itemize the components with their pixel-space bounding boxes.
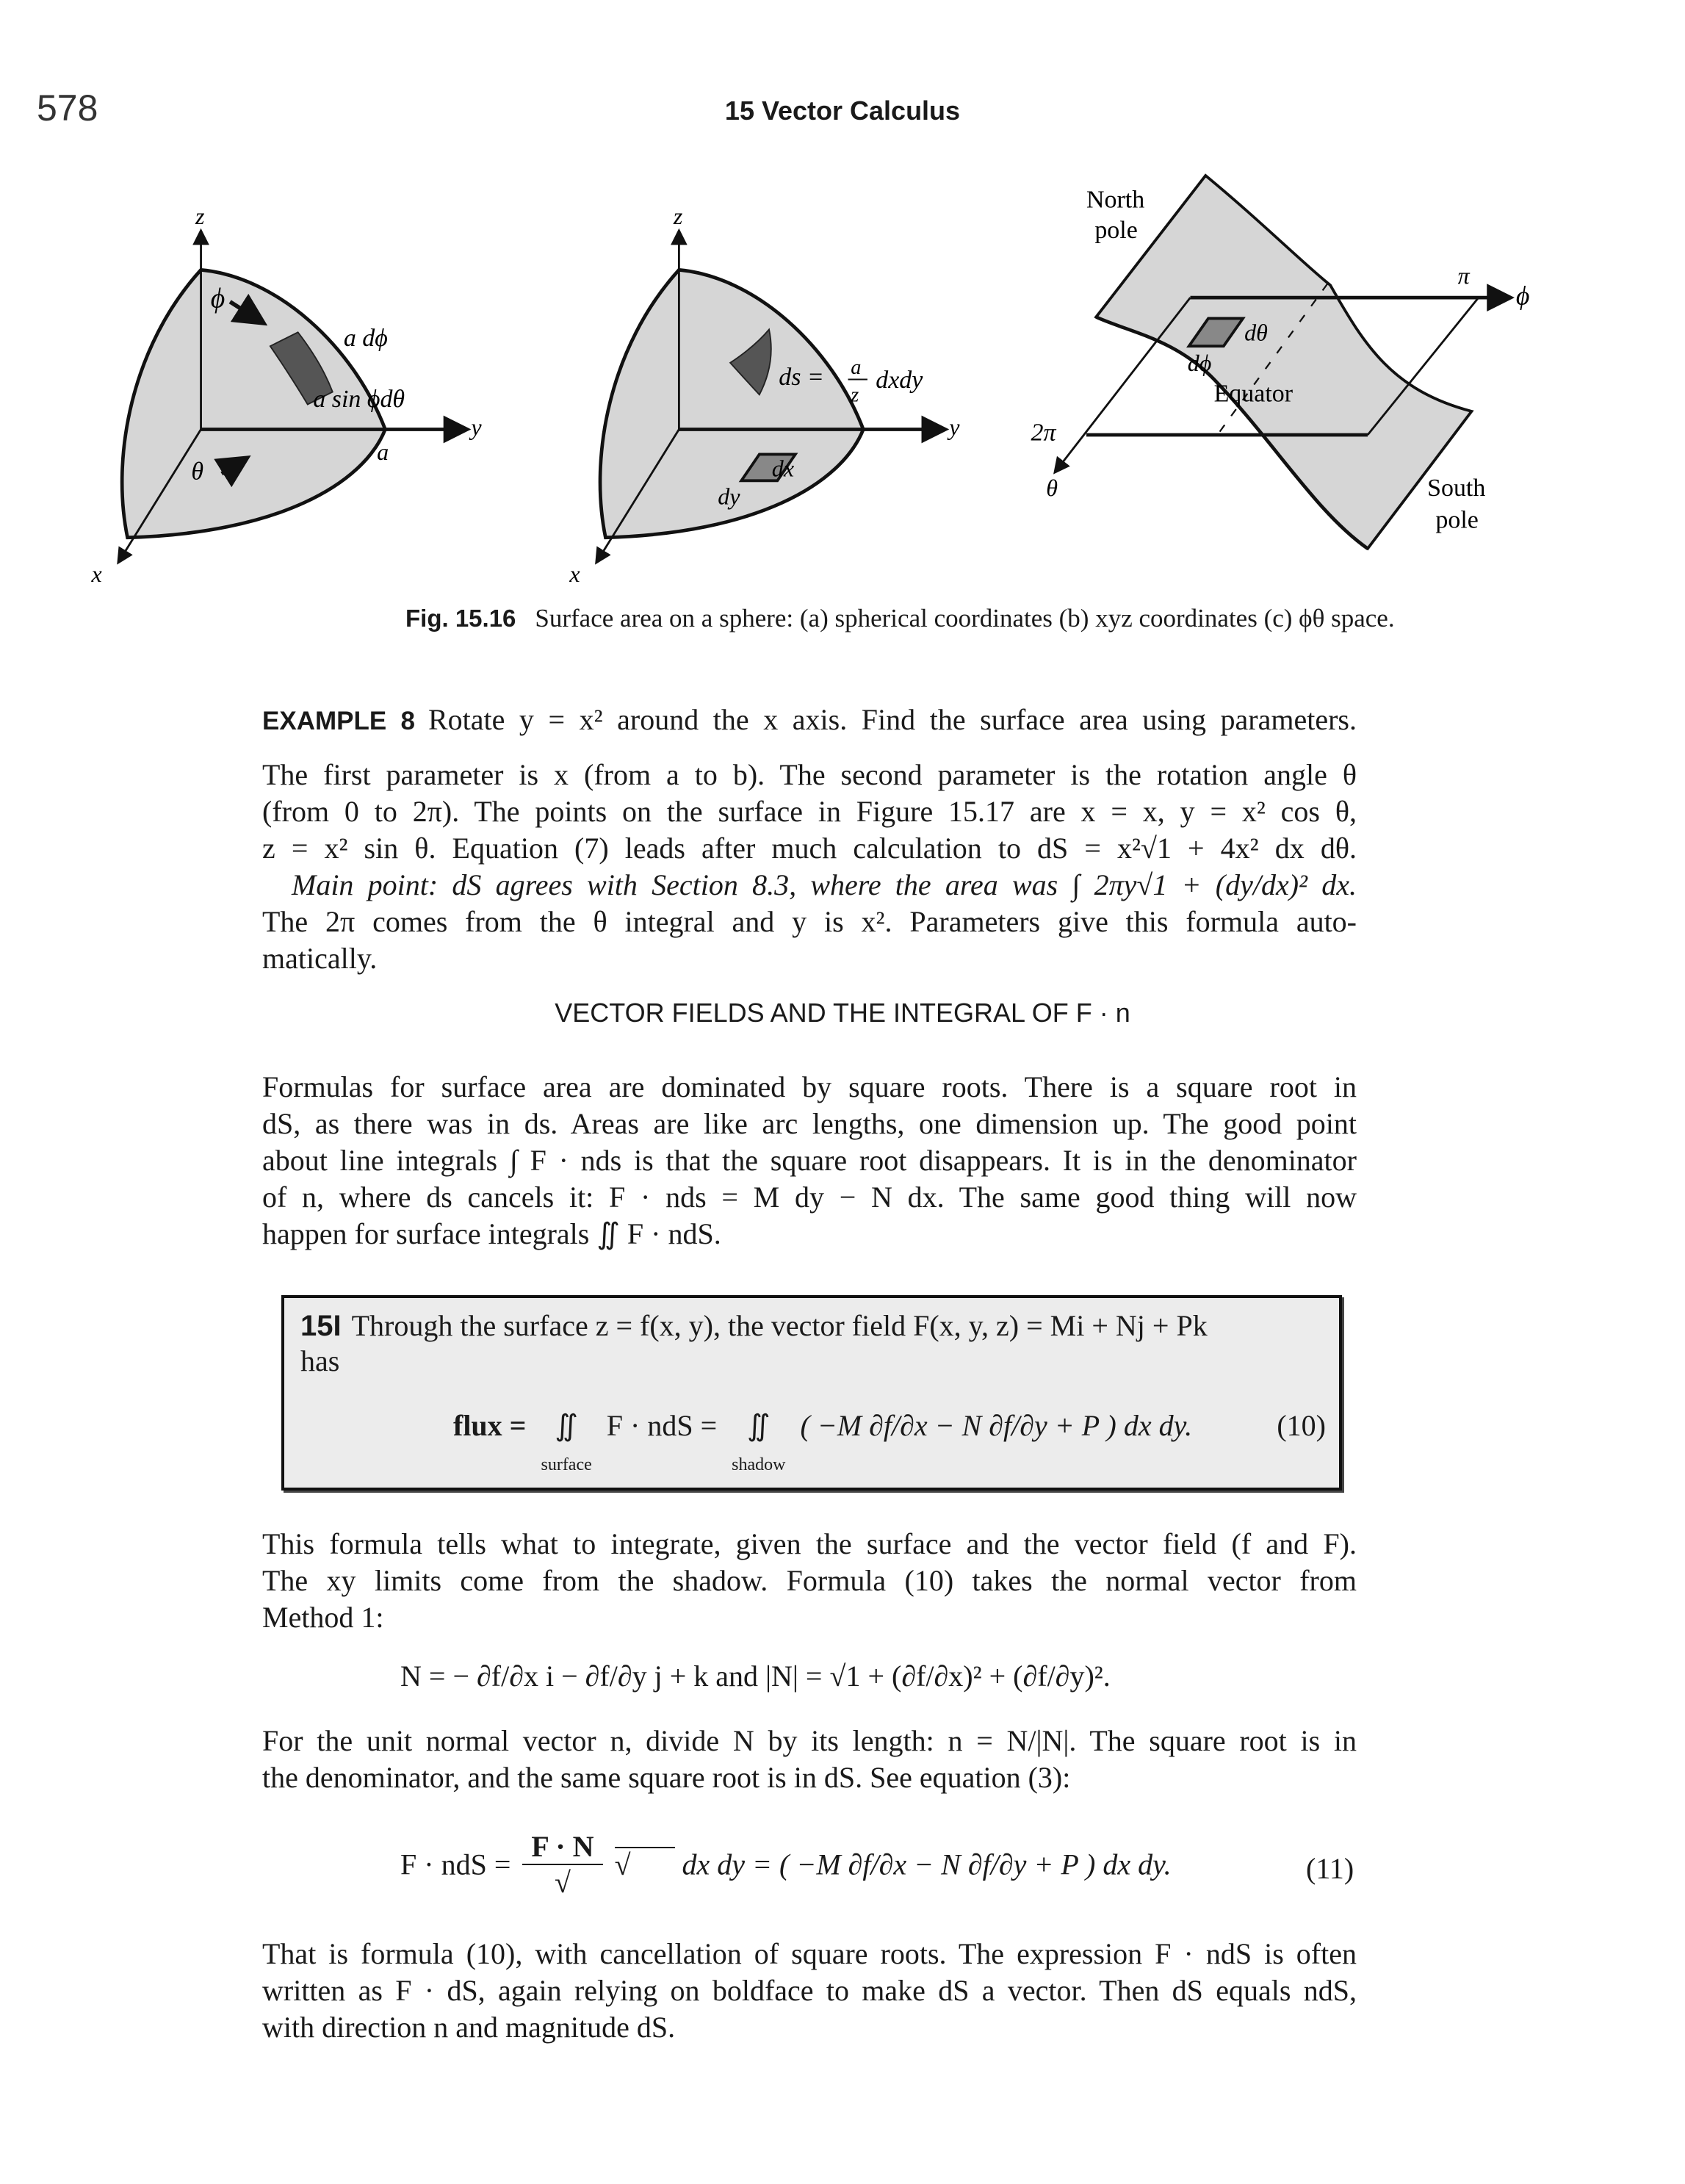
axis-label-y: y <box>471 414 482 441</box>
svg-text:a: a <box>851 356 862 379</box>
svg-text:π: π <box>1457 262 1470 289</box>
paragraph-line: written as F · dS, again relying on boldface to make dS a vector. Then dS equals ndS, <box>262 1974 1357 2007</box>
paragraph-line: The 2π comes from the θ integral and y is x². Parameters give this formula auto- <box>262 905 1357 938</box>
running-head: 15 Vector Calculus <box>724 95 961 126</box>
double-integral: ∬ <box>555 1409 578 1442</box>
paragraph-line: This formula tells what to integrate, given the surface and the vector field (f and F). <box>262 1527 1357 1560</box>
theta-label: θ <box>191 458 204 486</box>
eq11-numerator: F · N <box>522 1829 602 1865</box>
paragraph-line: matically. <box>262 942 378 975</box>
svg-text:dy: dy <box>718 483 740 510</box>
integral-subscript: surface <box>541 1455 592 1474</box>
paragraph-line: dS, as there was in ds. Areas are like arc lengths, one dimension up. The good point <box>262 1107 1357 1140</box>
svg-text:ϕ: ϕ <box>1515 281 1530 311</box>
svg-text:dϕ: dϕ <box>1187 350 1212 377</box>
example-statement: Rotate y = x² around the x axis. Find the surface area using parameters. <box>427 703 1357 736</box>
paragraph-line: Main point: dS agrees with Section 8.3, where the area was ∫ 2πy√1 + (dy/dx)² dx. <box>292 868 1357 901</box>
svg-text:dθ: dθ <box>1244 319 1268 346</box>
section-heading: VECTOR FIELDS AND THE INTEGRAL OF F · n <box>555 998 1130 1028</box>
axis-label-x: x <box>91 561 102 588</box>
equation-number: (11) <box>1306 1852 1354 1885</box>
paragraph-line: about line integrals ∫ F · nds is that the square root disappears. It is in the denominator <box>262 1144 1357 1177</box>
figure-caption-label: Fig. 15.16 <box>405 605 516 632</box>
svg-text:z: z <box>851 383 859 407</box>
eq11-denominator: √ <box>554 1866 571 1899</box>
paragraph-line: with direction n and magnitude dS. <box>262 2011 676 2044</box>
eq11-lhs: F · ndS = <box>400 1848 511 1881</box>
eq11-sqrt: √ <box>615 1847 675 1881</box>
eq11-rhs: dx dy = ( −M ∂f/∂x − N ∂f/∂y + P ) dx dy. <box>682 1848 1172 1881</box>
svg-text:dxdy: dxdy <box>876 366 923 394</box>
svg-text:dx: dx <box>771 455 795 482</box>
paragraph-line: the denominator, and the same square root is in dS. See equation (3): <box>262 1761 1071 1794</box>
phi-label: ϕ <box>210 283 225 314</box>
example-label: EXAMPLE 8 <box>262 707 415 735</box>
equation-11 <box>400 1829 1172 1900</box>
double-integral: ∬ <box>747 1409 771 1442</box>
figure-caption <box>405 604 1395 633</box>
paragraph-line: That is formula (10), with cancellation of square roots. The expression F · ndS is often <box>262 1937 1357 1970</box>
paragraph-line: z = x² sin θ. Equation (7) leads after much calculation to dS = x²√1 + 4x² dx dθ. <box>262 832 1357 865</box>
a-dphi-label: a dϕ <box>343 325 388 353</box>
svg-text:θ: θ <box>1046 475 1058 502</box>
figure-caption-text: Surface area on a sphere: (a) spherical coordinates (b) xyz coordinates (c) ϕθ space. <box>535 604 1395 633</box>
integral-subscript: shadow <box>732 1455 786 1474</box>
svg-text:y: y <box>949 414 960 441</box>
equation-number: (10) <box>1277 1409 1326 1442</box>
svg-text:z: z <box>673 203 683 230</box>
paragraph-line: The xy limits come from the shadow. Formula (10) takes the normal vector from <box>262 1564 1357 1597</box>
paragraph-line: For the unit normal vector n, divide N by its length: n = N/|N|. The square root is in <box>262 1724 1357 1757</box>
svg-text:Equator: Equator <box>1213 380 1293 408</box>
svg-text:2π: 2π <box>1031 419 1056 447</box>
svg-text:pole: pole <box>1435 506 1479 534</box>
paragraph-line: (from 0 to 2π). The points on the surface in Figure 15.17 are x = x, y = x² cos θ, <box>262 795 1357 828</box>
svg-text:ds =: ds = <box>779 364 824 392</box>
figure-c-phi-theta-space <box>1031 176 1530 549</box>
paragraph-line: Method 1: <box>262 1601 384 1634</box>
paragraph-line: Formulas for surface area are dominated by square roots. There is a square root in <box>262 1070 1357 1103</box>
theorem-line: Through the surface z = f(x, y), the vector field F(x, y, z) = Mi + Nj + Pk <box>351 1309 1208 1342</box>
flux-label: flux = <box>453 1409 527 1442</box>
example-heading <box>262 702 1357 739</box>
theorem-box <box>281 1295 1342 1491</box>
theorem-statement <box>300 1308 1208 1343</box>
figure-a-sphere-octant <box>91 203 483 587</box>
figure-b-sphere-octant <box>569 203 960 587</box>
svg-text:South: South <box>1427 475 1486 502</box>
paragraph-line: The first parameter is x (from a to b). The second parameter is the rotation angle θ <box>262 758 1357 791</box>
a-sin-phi-dtheta-label: a sin ϕdθ <box>313 386 405 414</box>
axis-label-z: z <box>195 203 205 230</box>
svg-text:North: North <box>1086 186 1145 214</box>
page-number: 578 <box>37 87 98 129</box>
svg-text:pole: pole <box>1094 216 1138 244</box>
paragraph-line: happen for surface integrals ∬ F · ndS. <box>262 1217 721 1250</box>
flux-equation <box>453 1408 1192 1477</box>
flux-middle: F · ndS = <box>606 1409 718 1442</box>
theorem-label: 15I <box>300 1310 342 1342</box>
radius-label: a <box>377 438 389 465</box>
figure-15-16 <box>0 138 1685 608</box>
flux-integrand: ( −M ∂f/∂x − N ∂f/∂y + P ) dx dy. <box>800 1409 1193 1442</box>
svg-text:x: x <box>569 561 580 588</box>
normal-vector-equation: N = − ∂f/∂x i − ∂f/∂y j + k and |N| = √1 + (∂f/∂x)² + (∂f/∂y)². <box>400 1659 1111 1693</box>
paragraph-line: of n, where ds cancels it: F · nds = M dy − N dx. The same good thing will now <box>262 1181 1357 1214</box>
theorem-line: has <box>300 1344 340 1377</box>
